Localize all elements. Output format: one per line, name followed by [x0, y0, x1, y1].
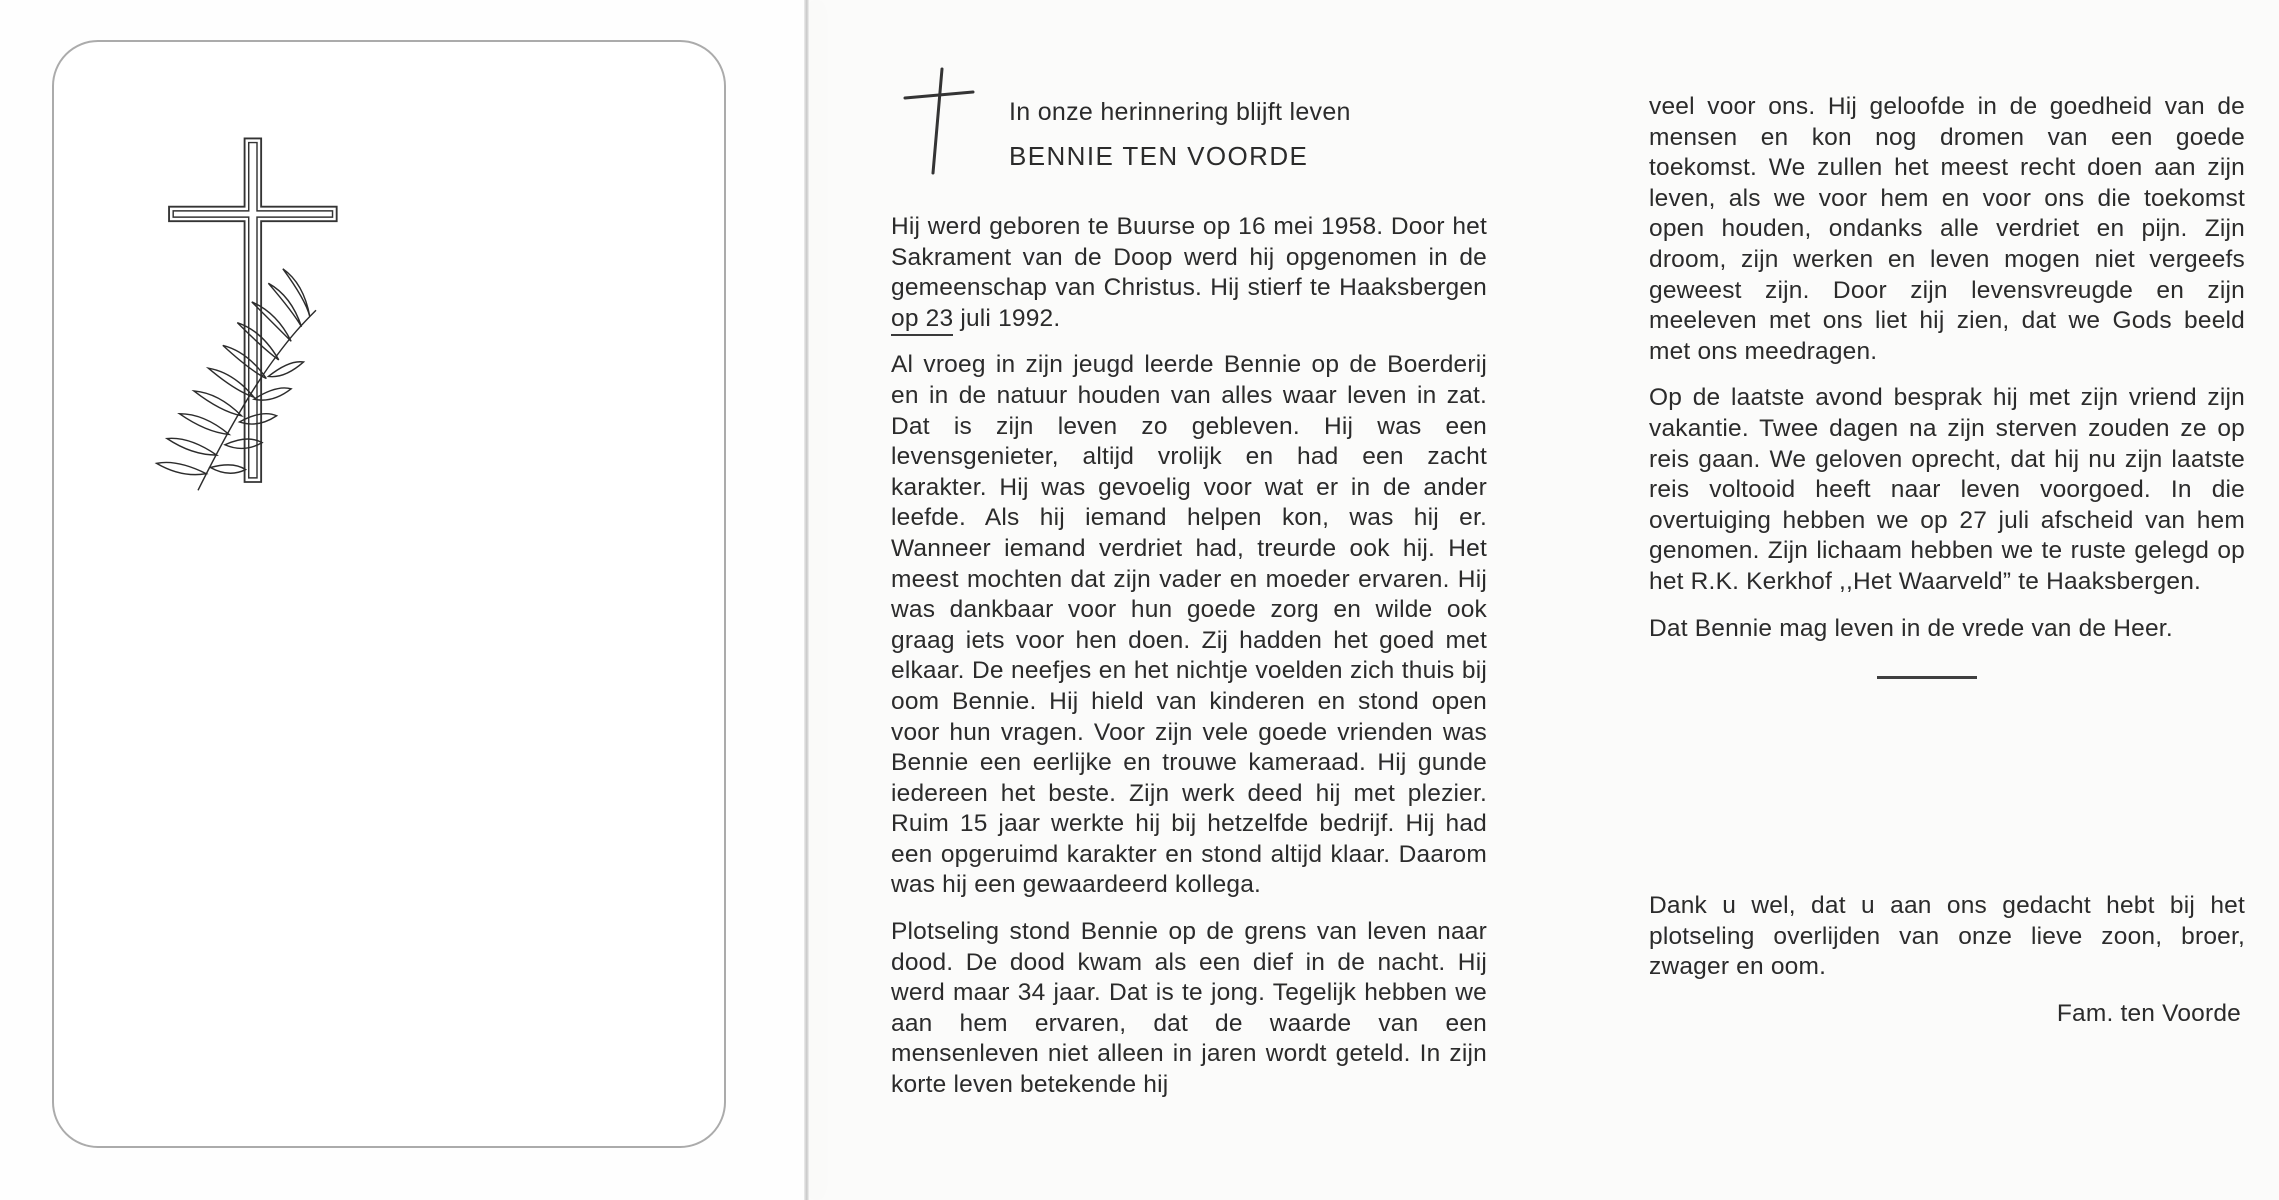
divider-rule	[1877, 676, 1977, 679]
birth-death-text: Hij werd geboren te Buurse op 16 mei 1958. Door het Sakrament van de Doop werd hij opgenomen in de gemeenschap van Christus. Hij stierf te Haaksbergen	[891, 213, 1487, 302]
card-front-panel	[52, 40, 726, 1148]
birth-death-text-end: juli 1992.	[953, 304, 1061, 332]
paragraph-peace: Dat Bennie mag leven in de vrede van de Heer.	[1649, 614, 2173, 642]
card-front-page	[0, 0, 807, 1200]
family-signature: Fam. ten Voorde	[2056, 999, 2241, 1027]
memorial-line: In onze herinnering blijft leven	[1009, 98, 1351, 126]
palm-branch	[157, 269, 316, 490]
cross-icon	[897, 66, 979, 176]
deceased-name: BENNIE TEN VOORDE	[1009, 141, 1309, 171]
paragraph-meaning: veel voor ons. Hij geloofde in de goedheid van de mensen en kon nog dromen van een goede toekomst. We zullen het meest recht doen aan zijn leven, als we voor hem en voor ons die toekomst open houden, ondanks alle verdriet en pijn. Zijn droom, zijn werken en leven mogen niet vergeefs geweest zijn. Door zijn levensvreugde en zijn meeleven met ons liet hij zien, dat we Gods beeld met ons meedragen.	[1649, 93, 2245, 365]
cross-with-palm-branch-icon	[138, 126, 376, 511]
inside-right-column	[1649, 92, 2245, 1029]
paragraph-sudden-death: Plotseling stond Bennie op de grens van leven naar dood. De dood kwam als een dief in de nacht. Hij werd maar 34 jaar. Dat is te jong. Tegelijk hebben we aan hem ervaren, dat de waarde van een mensenleven niet alleen in jaren wordt geteld. In zijn korte leven betekende hij	[891, 918, 1487, 1099]
memorial-header	[891, 60, 1487, 212]
paragraph-life-story: Al vroeg in zijn jeugd leerde Bennie op de Boerderij en in de natuur houden van alles waar leven in zat. Dat is zijn leven zo gebleven. Hij was een levensgenieter, altijd vrolijk en had een zacht karakter. Hij was gevoelig voor wat er in de ander leefde. Als hij iemand helpen kon, was hij er. Wanneer iemand verdriet had, treurde ook hij. Het meest mochten dat zijn vader en moeder ervaren. Hij was dankbaar voor hun goede zorg en wilde ook graag iets voor hen doen. Zij hadden het goed met elkaar. De neefjes en het nichtje voelden zich thuis bij oom Bennie. Hij hield van kinderen en stond open voor hun vragen. Voor zijn vele goede vrienden was Bennie een eerlijke en trouwe kameraad. Hij gunde iedereen het beste. Zijn werk deed hij met plezier. Ruim 15 jaar werkte hij bij hetzelfde bedrijf. Hij had een opgeruimd karakter en stond altijd klaar. Daarom was hij een gewaardeerd kollega.	[891, 351, 1487, 899]
header-text	[1009, 98, 1351, 172]
paragraph-farewell: Op de laatste avond besprak hij met zijn vriend zijn vakantie. Twee dagen na zijn sterven zouden ze op reis gaan. We geloven oprecht, dat hij nu zijn laatste reis voltooid heeft naar leven voorgoed. In die overtuiging hebben we op 27 juli afscheid van hem genomen. Zijn lichaam hebben we te ruste gelegd op het R.K. Kerkhof ,,Het Waarveld” te Haaksbergen.	[1649, 384, 2245, 595]
inside-left-column	[891, 60, 1487, 1117]
paragraph-thanks: Dank u wel, dat u aan ons gedacht hebt bij het plotseling overlijden van onze lieve zoon, broer, zwager en oom.	[1649, 892, 2245, 981]
paragraph-birth-death	[891, 212, 1487, 334]
underlined-date: op 23	[891, 305, 953, 336]
page-fold-shadow	[804, 0, 809, 1200]
